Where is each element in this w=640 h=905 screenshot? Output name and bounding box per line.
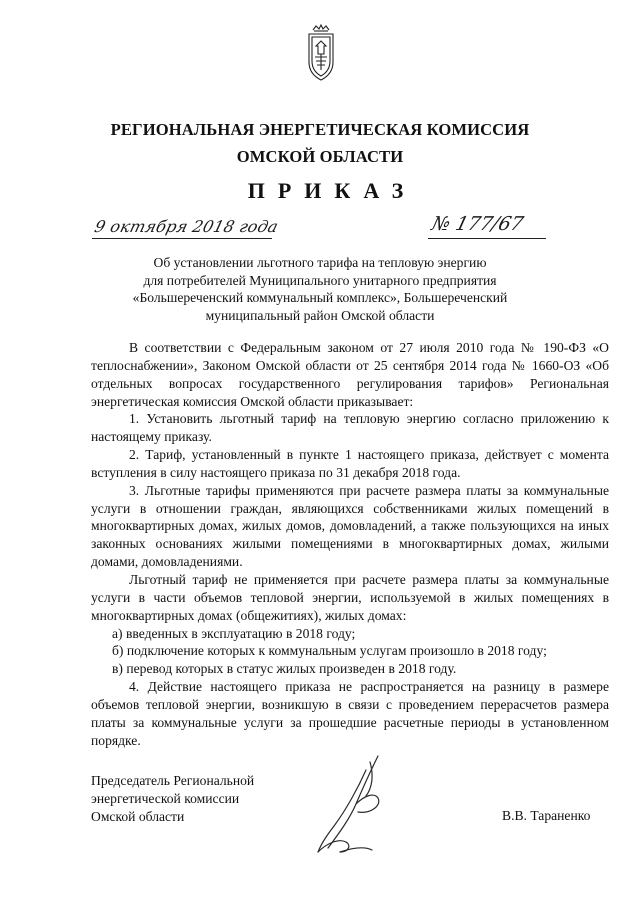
signer-position-line: Председатель Региональной bbox=[91, 773, 255, 788]
date-underline bbox=[92, 238, 272, 239]
item-3-paragraph: 3. Льготные тарифы применяются при расчете размера платы за коммунальные услуги в отношении граждан, являющихся собственниками жилых помещений в многоквартирных домах, жилых домов, домовладений, а также пользующихся на иных законных основаниях жилыми помещениями в многоквартирных домах, жилыми домами, домовладениями. bbox=[91, 482, 609, 570]
signer-position-line: энергетической комиссии bbox=[91, 791, 240, 806]
subitem-a: а) введенных в эксплуатацию в 2018 году; bbox=[112, 625, 356, 641]
subject-line: Об установлении льготного тарифа на тепловую энергию bbox=[153, 255, 487, 270]
exception-paragraph: Льготный тариф не применяется при расчете размера платы за коммунальные услуги в части объемов тепловой энергии, используемой в жилых помещениях в многоквартирных домах (общежитиях), жилых домах: bbox=[91, 571, 609, 623]
coat-of-arms-icon bbox=[304, 24, 338, 82]
subject-line: «Большереченский коммунальный комплекс», Большереченский bbox=[132, 290, 508, 306]
document-subject bbox=[0, 254, 640, 324]
item-4-paragraph: 4. Действие настоящего приказа не распространяется на разницу в размере объемов тепловой энергии, возникшую в связи с проведением перерасчетов размера платы за коммунальные услуги за прошедшие расчетные периоды в установленном порядке. bbox=[91, 679, 609, 748]
handwritten-date: 9 октября 2018 года bbox=[92, 217, 281, 236]
preamble-paragraph: В соответствии с Федеральным законом от 27 июля 2010 года № 190-ФЗ «О теплоснабжении», Законом Омской области от 25 сентября 2014 года № 1660-ОЗ «Об отдельных вопросах государственного регулирования тарифов» Региональная энергетическая комиссия Омской области приказывает: bbox=[91, 340, 609, 409]
signer-position bbox=[91, 772, 254, 826]
handwritten-number: № 177/67 bbox=[429, 213, 526, 235]
document-body bbox=[91, 339, 609, 749]
organization-name-line2: ОМСКОЙ ОБЛАСТИ bbox=[236, 147, 404, 166]
number-underline bbox=[428, 238, 546, 239]
subject-line: для потребителей Муниципального унитарного предприятия bbox=[143, 272, 497, 288]
subitem-b: б) подключение которых к коммунальным услугам произошло в 2018 году; bbox=[112, 643, 547, 659]
signer-position-line: Омской области bbox=[91, 809, 185, 824]
subitem-c: в) перевод которых в статус жилых произведен в 2018 году. bbox=[112, 661, 457, 677]
organization-name-line1: РЕГИОНАЛЬНАЯ ЭНЕРГЕТИЧЕСКАЯ КОМИССИЯ bbox=[110, 120, 530, 139]
item-1-paragraph: 1. Установить льготный тариф на тепловую энергию согласно приложению к настоящему приказу. bbox=[91, 411, 609, 445]
subject-line: муниципальный район Омской области bbox=[205, 307, 435, 323]
handwritten-signature bbox=[300, 752, 410, 860]
signee-name: В.В. Тараненко bbox=[502, 808, 591, 823]
item-2-paragraph: 2. Тариф, установленный в пункте 1 настоящего приказа, действует с момента вступления в силу настоящего приказа по 31 декабря 2018 года. bbox=[91, 447, 609, 480]
document-title: ПРИКАЗ bbox=[247, 178, 417, 203]
